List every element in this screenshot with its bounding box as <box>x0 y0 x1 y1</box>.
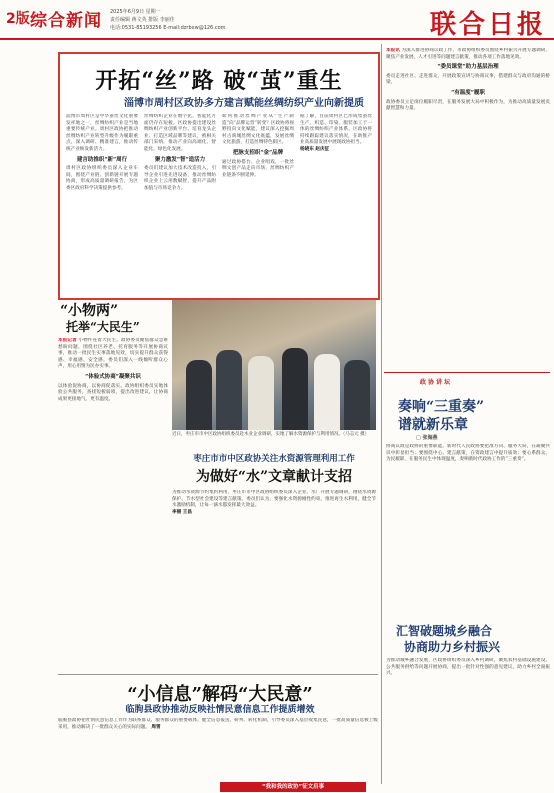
right-column-body <box>386 48 550 368</box>
lead-title: 开拓“丝”路 破“茧”重生 <box>95 68 343 94</box>
page-number: 2版 <box>6 11 30 27</box>
lead-col2b-text: 委员们建议加大技术改造投入，引导企业引进先进设备，推动丝绸纺织企业上云用数赋智，提升产品附加值与市场竞争力。 <box>144 166 216 191</box>
right-bottom-title-2: 协商助力乡村振兴 <box>404 640 501 654</box>
left-story-title-2: 托举“大民生” <box>66 320 140 334</box>
left-story-title-1: “小物两” <box>60 303 119 319</box>
column-box-label: 政协讲坛 <box>420 379 453 386</box>
date-line: 2025年6月9日 星期一 <box>110 9 161 15</box>
right-tag: 本报讯 <box>386 48 400 53</box>
contact-line: 电话:0531-85193256 E-mail:dzrbxw@126.com <box>110 25 226 31</box>
right-bottom-body <box>386 658 550 782</box>
right-text-3: 政协委员立足岗位履职尽责，在服务发展大局中积极作为，为推动高质量发展贡献智慧和力量。 <box>386 99 550 112</box>
lead-col3b-text: 通过政协搭台、企业唱戏，一批丝绸文创产品走向市场，丝绸纺织产业链条不断延伸。 <box>222 159 294 178</box>
editor-line: 责任编辑 蒋文英 排版 李丽佳 <box>110 17 175 23</box>
lead-subhead-1: 建言助推织“新”周行 <box>76 156 128 163</box>
right-box-text: 协商议政是政协的重要职能。新时代人民政协要把准方向、服务大局，在凝聚共识中彰显担当；要围绕中心、建言献策，在资政建言中提升质效；要心系群众、为民履职，在服务民生中体现温度，奏响新时代政协工作的“三重奏”。 <box>386 444 550 463</box>
right-text-2: 委员走进社区、走进群众，开展政策宣讲与协商议事，搭建群众与政府沟通的桥梁。 <box>386 73 550 86</box>
lead-col4-text: 据了解，目前周村区已形成集蚕丝生产、织造、印染、服装加工于一体的丝绸纺织产业体系。区政协将持续跟踪建议落实情况，在助推产业高质量发展中展现政协担当。 <box>300 114 372 146</box>
right-bottom-title-1: 汇智破题城乡融合 <box>396 624 493 638</box>
left-story-body <box>58 338 168 668</box>
lead-column-3 <box>222 114 294 294</box>
right-box-title-2: 谱就新乐章 <box>398 417 468 433</box>
bottom-story-subtitle: 临朐县政协推动反映社情民意信息工作提质增效 <box>125 705 315 715</box>
footer-banner: “我和我的政协”征文启事 <box>220 782 366 792</box>
lead-column-4 <box>300 114 372 294</box>
photo-caption: 近日，枣庄市市中区政协组织委员赴木业企业调研，实地了解水资源保护与利用情况。（马志元 摄） <box>172 432 370 437</box>
mid-story-title: 为做好“水”文章献计支招 <box>195 469 353 485</box>
lead-column-2 <box>144 114 216 294</box>
newspaper-brand: 联合日报 <box>429 10 546 40</box>
lead-col1b-text: 周村区政协组织委员深入企业车间，围绕产业链、创新链开展专题协商，形成高质量调研报告，为区委区政府科学决策提供参考。 <box>66 166 138 191</box>
section-title: 综合新闻 <box>30 11 102 31</box>
lead-col1-text: 淄博市周村区是中华蚕丝文化重要发祥地之一，丝绸纺织产业是当地重要传统产业。周村区政协把推动丝绸纺织产业转型升级作为履职重点，深入调研、精准建言，推动传统产业焕发新活力。 <box>66 114 138 152</box>
mid-story-kicker: 枣庄市市中区政协关注水资源管理利用工作 <box>193 454 355 464</box>
lead-col2-text: 丝绸纺织企业在数字化、智能化方面仍存在短板。区政协提出建设丝绸纺织产业创新平台、培育龙头企业、打造区域品牌等建议，被相关部门采纳，推动产业向高端化、智能化、绿色化发展。 <box>144 114 216 152</box>
lead-column-1 <box>66 114 138 294</box>
lead-article <box>58 52 380 300</box>
mid-story-byline: 李丽 王昌 <box>172 509 192 515</box>
column-box-header <box>384 372 550 393</box>
lead-subhead-3: 把脉支招织“金”品牌 <box>232 149 284 156</box>
right-box-author: □ 张海燕 <box>416 435 438 441</box>
column-divider <box>381 44 382 784</box>
left-story-subhead: “体验式协商”凝聚共识 <box>85 373 141 380</box>
right-subhead-1: “委员课堂”助力基层治理 <box>437 64 499 71</box>
left-story-text-2: 以体验促协商，以协商促落实。政协组织委员实地体验公共服务，查找短板弱项，提出改进建议，让协商成果更接地气、更有温度。 <box>58 383 168 402</box>
lead-col3-text: 如何推动丝绸产业从“生产制造”向“品牌运营”转变？区政协将视野投向文化赋能，建议深入挖掘周村古商城丝绸文化底蕴，发展丝绸文化旅游，打造丝绸特色街区。 <box>222 114 294 146</box>
mid-story-text: 为推动水资源节约集约利用，枣庄市市中区政协组织委员深入企业、水厂开展专题调研，围绕水资源保护、节水型社会建设等建言献策。委员们认为，要强化水资源刚性约束，推进再生水利用，健全节水激励机制，让每一滴水都发挥最大效益。 <box>172 490 376 509</box>
right-box-body <box>386 444 550 614</box>
right-subhead-2: “有温度”履职 <box>451 89 485 96</box>
divider <box>58 674 378 675</box>
bottom-story-byline: 周雪 <box>151 724 161 730</box>
right-box-title-1: 奏响“三重奏” <box>398 399 485 415</box>
masthead <box>0 0 554 40</box>
bottom-story-text: 临朐县政协把社情民意信息工作作为联系群众、服务群众的重要载体，健全信息报送、研判、转化机制，引导委员深入基层收集民意，一批高质量信息被上级采用，推动解决了一批群众关心的实际问题。 <box>58 718 378 730</box>
right-text-1: 为深入推进协商议政工作，市政协组织委员围绕乡村振兴开展专题调研，聚焦产业发展、人才引进等问题建言献策，推动各项工作落地见效。 <box>386 48 550 60</box>
lead-byline: 杨晓东 赵庆征 <box>300 146 330 152</box>
bottom-story-title: “小信息”解码“大民意” <box>127 684 313 705</box>
left-story-text: 小物件连着大民生。政协委员聚焦群众急难愁盼问题，围绕社区养老、托育服务等开展协商议事，推动一批民生实事落地见效，切实提升群众获得感、幸福感、安全感。委员们深入一线倾听群众心声，用心用情为民办实事。 <box>58 338 168 370</box>
left-story-tag: 本报记者 <box>58 338 77 343</box>
news-photo <box>172 300 376 430</box>
bottom-story-body <box>58 718 378 780</box>
lead-subtitle: 淄博市周村区政协多方建言赋能丝绸纺织产业向新提质 <box>124 98 364 109</box>
lead-subhead-2: 聚力激发“智”造活力 <box>154 156 206 163</box>
mid-story-body <box>172 490 376 670</box>
right-bottom-text: 为推动城乡融合发展，区政协组织委员深入乡村调研，聚焦农村基础设施建设、公共服务供给等问题开展协商，提出一批针对性强的意见建议，助力乡村全面振兴。 <box>386 658 550 677</box>
